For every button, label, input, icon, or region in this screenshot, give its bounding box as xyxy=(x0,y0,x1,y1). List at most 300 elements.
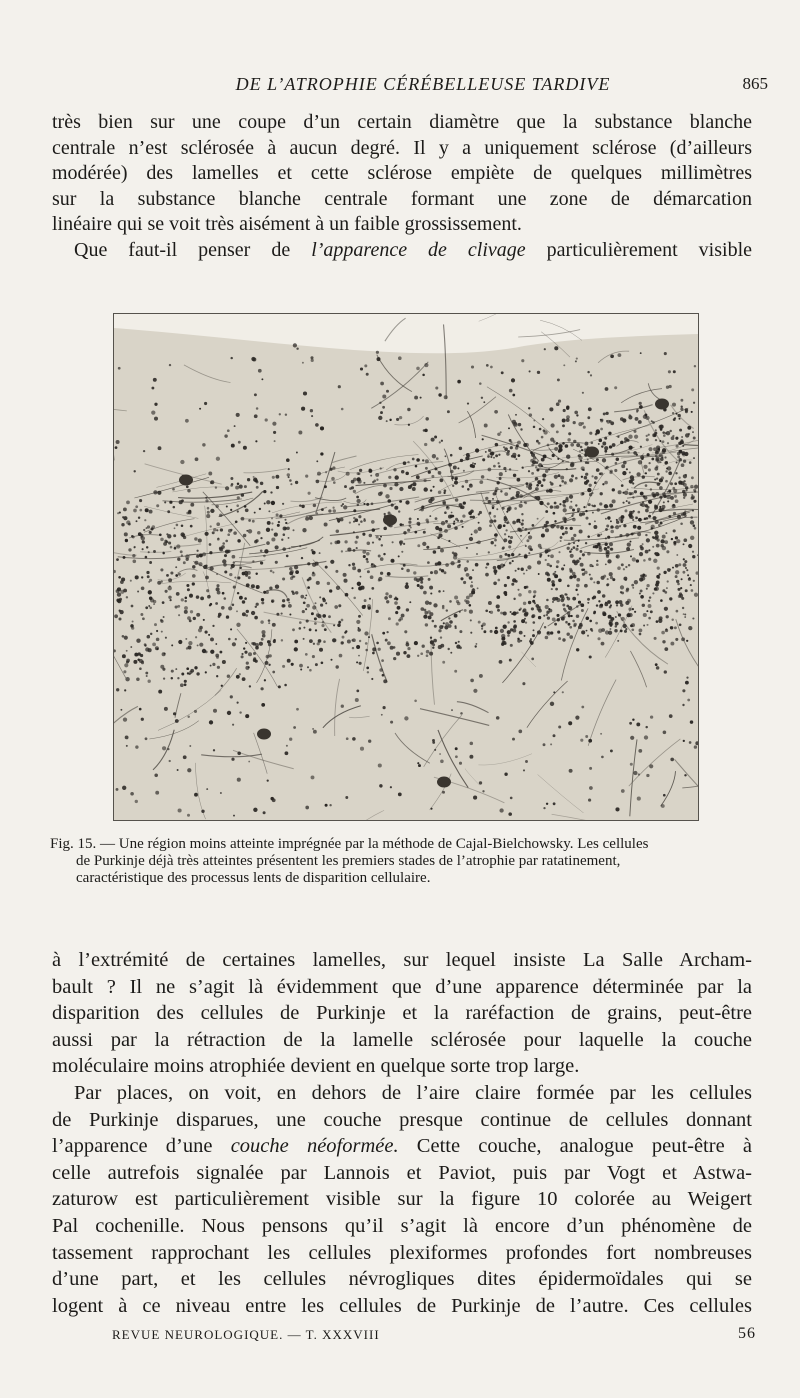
granule-cell xyxy=(135,800,138,803)
granule-cell xyxy=(469,537,473,541)
granule-cell xyxy=(241,655,244,658)
granule-cell xyxy=(581,449,583,451)
granule-cell xyxy=(275,545,279,549)
granule-cell xyxy=(673,370,676,373)
granule-cell xyxy=(192,565,195,568)
granule-cell xyxy=(142,548,144,550)
granule-cell xyxy=(186,485,189,488)
granule-cell xyxy=(215,602,218,605)
granule-cell xyxy=(518,593,522,597)
granule-cell xyxy=(575,716,579,720)
granule-cell xyxy=(645,484,648,487)
granule-cell xyxy=(230,357,232,359)
granule-cell xyxy=(600,419,602,421)
granule-cell xyxy=(676,580,679,583)
granule-cell xyxy=(228,638,231,641)
granule-cell xyxy=(314,622,317,625)
granule-cell xyxy=(239,485,243,489)
granule-cell xyxy=(670,758,674,762)
granule-cell xyxy=(455,498,459,502)
granule-cell xyxy=(632,587,634,589)
granule-cell xyxy=(497,579,500,582)
granule-cell xyxy=(628,564,630,566)
granule-cell xyxy=(649,596,651,598)
granule-cell xyxy=(633,510,635,512)
journal-name: REVUE NEUROLOGIQUE. — T. XXXVIII xyxy=(112,1327,380,1342)
nerve-fiber xyxy=(114,614,126,678)
granule-cell xyxy=(141,576,143,578)
granule-cell xyxy=(597,543,601,547)
granule-cell xyxy=(616,521,619,524)
granule-cell xyxy=(396,418,399,421)
granule-cell xyxy=(123,717,127,721)
granule-cell xyxy=(150,633,152,635)
granule-cell xyxy=(517,441,521,445)
granule-cell xyxy=(386,390,389,393)
granule-cell xyxy=(612,499,616,503)
granule-cell xyxy=(236,610,238,612)
granule-cell xyxy=(336,586,340,590)
granule-cell xyxy=(114,614,118,618)
text-line: bault ? Il ne s’agit là évidemment que d’une apparence déterminée par la xyxy=(52,975,752,998)
granule-cell xyxy=(524,555,528,559)
granule-cell xyxy=(571,515,573,517)
granule-cell xyxy=(442,500,446,504)
granule-cell xyxy=(494,544,496,546)
granule-cell xyxy=(282,503,284,505)
granule-cell xyxy=(662,505,666,509)
granule-cell xyxy=(561,617,565,621)
granule-cell xyxy=(388,617,391,620)
granule-cell xyxy=(307,579,310,582)
granule-cell xyxy=(267,640,270,643)
granule-cell xyxy=(366,552,370,556)
granule-cell xyxy=(532,614,536,618)
granule-cell xyxy=(656,465,659,468)
granule-cell xyxy=(602,442,606,446)
granule-cell xyxy=(559,449,562,452)
granule-cell xyxy=(488,468,492,472)
granule-cell xyxy=(299,504,302,507)
granule-cell xyxy=(145,672,148,675)
granule-cell xyxy=(589,484,592,487)
granule-cell xyxy=(282,665,285,668)
granule-cell xyxy=(445,563,449,567)
granule-cell xyxy=(610,520,612,522)
granule-cell xyxy=(130,646,132,648)
nerve-fiber xyxy=(291,537,323,547)
granule-cell xyxy=(416,367,420,371)
granule-cell xyxy=(193,617,196,620)
granule-cell xyxy=(664,461,667,464)
granule-cell xyxy=(448,617,450,619)
granule-cell xyxy=(690,584,692,586)
granule-cell xyxy=(667,568,671,572)
granule-cell xyxy=(246,583,250,587)
granule-cell xyxy=(548,555,550,557)
granule-cell xyxy=(619,534,622,537)
granule-cell xyxy=(485,573,489,577)
granule-cell xyxy=(118,367,121,370)
granule-cell xyxy=(265,590,269,594)
granule-cell xyxy=(344,485,347,488)
granule-cell xyxy=(654,504,657,507)
granule-cell xyxy=(151,387,154,390)
granule-cell xyxy=(230,529,232,531)
granule-cell xyxy=(511,378,515,382)
granule-cell xyxy=(685,474,687,476)
nerve-fiber xyxy=(459,397,496,423)
granule-cell xyxy=(616,554,620,558)
granule-cell xyxy=(149,561,152,564)
granule-cell xyxy=(156,630,158,632)
granule-cell xyxy=(264,549,268,553)
granule-cell xyxy=(659,573,661,575)
granule-cell xyxy=(666,615,669,618)
granule-cell xyxy=(385,494,389,498)
granule-cell xyxy=(177,769,179,771)
granule-cell xyxy=(552,583,556,587)
granule-cell xyxy=(621,789,625,793)
granule-cell xyxy=(372,528,375,531)
text-line: celle autrefois signalée par Lannois et Paviot, puis par Vogt et Astwa- xyxy=(52,1161,752,1184)
granule-cell xyxy=(570,569,573,572)
granule-cell xyxy=(498,454,500,456)
granule-cell xyxy=(688,544,692,548)
granule-cell xyxy=(426,654,429,657)
granule-cell xyxy=(139,499,142,502)
text-line: aussi par la rétraction de la lamelle sclérosée pour laquelle la couche xyxy=(52,1028,752,1051)
granule-cell xyxy=(519,631,523,635)
granule-cell xyxy=(493,566,497,570)
granule-cell xyxy=(125,677,129,681)
granule-cell xyxy=(576,414,578,416)
granule-cell xyxy=(408,424,410,426)
granule-cell xyxy=(381,544,383,546)
granule-cell xyxy=(501,371,504,374)
granule-cell xyxy=(588,503,591,506)
granule-cell xyxy=(459,611,461,613)
granule-cell xyxy=(189,594,192,597)
granule-cell xyxy=(341,705,344,708)
granule-cell xyxy=(532,524,535,527)
granule-cell xyxy=(322,614,326,618)
granule-cell xyxy=(371,678,373,680)
granule-cell xyxy=(640,595,644,599)
granule-cell xyxy=(510,446,513,449)
granule-cell xyxy=(463,581,466,584)
granule-cell xyxy=(199,643,203,647)
granule-cell xyxy=(305,806,309,810)
granule-cell xyxy=(531,658,534,661)
granule-cell xyxy=(503,611,507,615)
granule-cell xyxy=(347,640,351,644)
granule-cell xyxy=(266,500,270,504)
granule-cell xyxy=(518,454,521,457)
granule-cell xyxy=(694,485,698,489)
granule-cell xyxy=(546,599,549,602)
granule-cell xyxy=(428,615,432,619)
granule-cell xyxy=(604,467,607,470)
granule-cell xyxy=(515,580,518,583)
granule-cell xyxy=(660,539,664,543)
granule-cell xyxy=(393,468,396,471)
granule-cell xyxy=(490,366,493,369)
granule-cell xyxy=(529,548,532,551)
granule-cell xyxy=(546,803,548,805)
granule-cell xyxy=(181,598,184,601)
granule-cell xyxy=(672,567,674,569)
granule-cell xyxy=(179,500,183,504)
granule-cell xyxy=(499,477,502,480)
granule-cell xyxy=(404,716,408,720)
granule-cell xyxy=(556,402,560,406)
granule-cell xyxy=(220,792,222,794)
granule-cell xyxy=(230,695,233,698)
granule-cell xyxy=(371,563,373,565)
granule-cell xyxy=(421,506,424,509)
granule-cell xyxy=(517,589,519,591)
granule-cell xyxy=(257,531,261,535)
granule-cell xyxy=(642,501,644,503)
granule-cell xyxy=(587,552,591,556)
granule-cell xyxy=(470,679,474,683)
granule-cell xyxy=(258,369,262,373)
granule-cell xyxy=(357,477,361,481)
granule-cell xyxy=(424,429,428,433)
granule-cell xyxy=(400,523,403,526)
caption-line xyxy=(50,836,762,853)
granule-cell xyxy=(557,458,559,460)
granule-cell xyxy=(300,668,302,670)
granule-cell xyxy=(469,604,472,607)
nerve-fiber xyxy=(661,771,676,806)
granule-cell xyxy=(438,490,442,494)
granule-cell xyxy=(590,374,592,376)
granule-cell xyxy=(631,584,634,587)
granule-cell xyxy=(692,617,694,619)
granule-cell xyxy=(672,403,676,407)
granule-cell xyxy=(541,458,545,462)
granule-cell xyxy=(489,611,491,613)
purkinje-cell xyxy=(257,729,271,740)
granule-cell xyxy=(311,415,313,417)
granule-cell xyxy=(575,477,578,480)
granule-cell xyxy=(530,451,533,454)
granule-cell xyxy=(315,423,319,427)
granule-cell xyxy=(417,518,419,520)
granule-cell xyxy=(525,760,528,763)
granule-cell xyxy=(616,458,620,462)
granule-cell xyxy=(482,458,485,461)
granule-cell xyxy=(666,467,668,469)
granule-cell xyxy=(382,632,385,635)
granule-cell xyxy=(632,519,634,521)
granule-cell xyxy=(476,542,478,544)
granule-cell xyxy=(597,637,600,640)
granule-cell xyxy=(429,515,431,517)
line-emphasis: couche néoformée. xyxy=(230,1135,399,1158)
granule-cell xyxy=(245,666,249,670)
granule-cell xyxy=(671,618,673,620)
granule-cell xyxy=(493,457,495,459)
granule-cell xyxy=(255,606,257,608)
granule-cell xyxy=(172,488,175,491)
granule-cell xyxy=(609,624,612,627)
granule-cell xyxy=(646,624,648,626)
granule-cell xyxy=(237,752,241,756)
granule-cell xyxy=(188,641,192,645)
granule-cell xyxy=(418,764,421,767)
granule-cell xyxy=(482,438,484,440)
granule-cell xyxy=(341,550,343,552)
granule-cell xyxy=(305,594,307,596)
granule-cell xyxy=(229,573,232,576)
granule-cell xyxy=(694,365,696,367)
granule-cell xyxy=(621,591,624,594)
granule-cell xyxy=(133,560,137,564)
granule-cell xyxy=(632,496,634,498)
granule-cell xyxy=(315,602,317,604)
granule-cell xyxy=(553,512,556,515)
granule-cell xyxy=(151,410,155,414)
granule-cell xyxy=(219,651,222,654)
granule-cell xyxy=(311,612,314,615)
granule-cell xyxy=(212,625,214,627)
granule-cell xyxy=(245,714,249,718)
granule-cell xyxy=(213,528,216,531)
granule-cell xyxy=(358,515,361,518)
granule-cell xyxy=(442,605,445,608)
granule-cell xyxy=(580,739,583,742)
granule-cell xyxy=(138,532,142,536)
granule-cell xyxy=(572,620,575,623)
nerve-fiber xyxy=(114,404,127,411)
granule-cell xyxy=(180,683,184,687)
granule-cell xyxy=(386,600,389,603)
granule-cell xyxy=(201,810,204,813)
granule-cell xyxy=(184,680,187,683)
granule-cell xyxy=(496,595,500,599)
granule-cell xyxy=(551,588,553,590)
granule-cell xyxy=(398,510,400,512)
granule-cell xyxy=(503,564,505,566)
granule-cell xyxy=(518,553,520,555)
granule-cell xyxy=(637,532,641,536)
granule-cell xyxy=(392,541,394,543)
granule-cell xyxy=(568,721,572,725)
granule-cell xyxy=(497,462,499,464)
granule-cell xyxy=(538,463,542,467)
granule-cell xyxy=(675,536,678,539)
granule-cell xyxy=(504,447,508,451)
granule-cell xyxy=(489,512,491,514)
granule-cell xyxy=(565,621,568,624)
granule-cell xyxy=(237,778,241,782)
granule-cell xyxy=(432,454,436,458)
granule-cell xyxy=(303,391,307,395)
granule-cell xyxy=(475,563,479,567)
granule-cell xyxy=(430,489,432,491)
granule-cell xyxy=(312,572,314,574)
granule-cell xyxy=(145,508,149,512)
granule-cell xyxy=(136,678,140,682)
granule-cell xyxy=(648,500,652,504)
granule-cell xyxy=(642,475,645,478)
nerve-fiber xyxy=(415,496,444,500)
granule-cell xyxy=(571,548,573,550)
granule-cell xyxy=(394,482,398,486)
granule-cell xyxy=(234,577,236,579)
granule-cell xyxy=(143,450,145,452)
granule-cell xyxy=(588,739,592,743)
granule-cell xyxy=(209,551,212,554)
granule-cell xyxy=(568,542,571,545)
granule-cell xyxy=(663,495,666,498)
granule-cell xyxy=(632,608,634,610)
granule-cell xyxy=(253,652,256,655)
granule-cell xyxy=(668,490,671,493)
granule-cell xyxy=(564,531,568,535)
granule-cell xyxy=(379,668,383,672)
granule-cell xyxy=(294,565,298,569)
granule-cell xyxy=(648,447,652,451)
granule-cell xyxy=(641,576,645,580)
granule-cell xyxy=(591,475,593,477)
granule-cell xyxy=(162,552,164,554)
granule-cell xyxy=(470,585,473,588)
granule-cell xyxy=(276,613,279,616)
granule-cell xyxy=(673,529,676,532)
granule-cell xyxy=(478,621,481,624)
granule-cell xyxy=(617,436,619,438)
granule-cell xyxy=(241,493,244,496)
granule-cell xyxy=(422,645,425,648)
granule-cell xyxy=(180,550,183,553)
granule-cell xyxy=(610,421,614,425)
granule-cell xyxy=(114,570,116,573)
granule-cell xyxy=(356,499,360,503)
granule-cell xyxy=(493,465,496,468)
granule-cell xyxy=(503,625,507,629)
granule-cell xyxy=(268,510,270,512)
granule-cell xyxy=(452,552,455,555)
granule-cell xyxy=(149,531,152,534)
granule-cell xyxy=(678,481,682,485)
granule-cell xyxy=(536,484,539,487)
granule-cell xyxy=(559,484,561,486)
granule-cell xyxy=(625,566,627,568)
granule-cell xyxy=(663,571,666,574)
granule-cell xyxy=(286,555,289,558)
granule-cell xyxy=(602,483,604,485)
granule-cell xyxy=(302,528,306,532)
granule-cell xyxy=(312,605,316,609)
granule-cell xyxy=(305,475,308,478)
granule-cell xyxy=(319,596,321,598)
granule-cell xyxy=(130,792,134,796)
granule-cell xyxy=(662,431,665,434)
nerve-fiber xyxy=(478,754,532,765)
granule-cell xyxy=(533,426,536,429)
granule-cell xyxy=(679,623,682,626)
granule-cell xyxy=(549,407,553,411)
granule-cell xyxy=(460,459,463,462)
granule-cell xyxy=(210,637,214,641)
granule-cell xyxy=(589,574,591,576)
granule-cell xyxy=(687,426,691,430)
granule-cell xyxy=(396,622,399,625)
